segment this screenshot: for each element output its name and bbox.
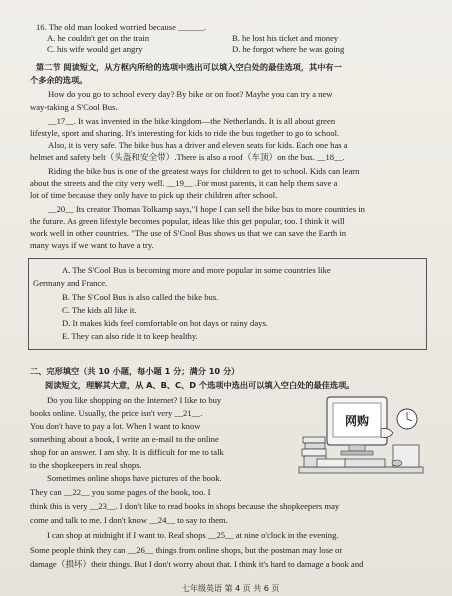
passage-line: How do you go to school every day? By bike or on foot? Maybe you can try a new [48, 89, 333, 99]
cloze-line: They can __22__ you some pages of the book, too. I [30, 487, 211, 497]
cloze-line: damage（损坏）their things. But I don't worry about that. I think it's hard to damage a book and [30, 559, 364, 569]
passage-line: many ways if we want to have a try. [30, 240, 154, 250]
q16-option-b: B. he lost his ticket and money [232, 33, 339, 43]
passage-line: the future. As green lifestyle becomes popular, ideas like this get popular, too. I think it will [30, 216, 345, 226]
q16-option-d: D. he forgot where he was going [232, 44, 345, 54]
q16-option-c: C. his wife would get angry [47, 44, 143, 54]
cloze-line: come and talk to me. I don't know __24__ to say to them. [30, 515, 228, 525]
passage-line: Also, it is very safe. The bike bus has a driver and eleven seats for kids. Each one has a [48, 140, 348, 150]
section2-heading-line1: 第二节 阅读短文，从方框内所给的选项中选出可以填入空白处的最佳选项，其中有一 [36, 62, 342, 72]
page-footer: 七年级英语 第 4 页 共 6 页 [182, 584, 280, 593]
cloze-line: shop for an answer. I am shy. It is difficult for me to talk [30, 447, 224, 457]
cloze-line: something about a book, I write an e-mail to the online [30, 434, 219, 444]
option-a: A. The S'Cool Bus is becoming more and more popular in some countries like [62, 265, 331, 275]
passage-line: helmet and safety belt（头盔和安全带）.There is also a roof（车顶）on the bus. __18__. [30, 152, 345, 162]
passage-line: work well in other countries. "The use of S'Cool Bus shows us that we can save the Earth in [30, 228, 347, 238]
cloze-line: books online. Usually, the price isn't very __21__. [30, 408, 203, 418]
option-e: E. They can also ride it to keep healthy. [62, 331, 198, 341]
cloze-line: to the shopkeepers in real shops. [30, 460, 142, 470]
passage-line: Riding the bike bus is one of the greatest ways for children to get to school. Kids can learn [48, 166, 360, 176]
cloze-line: Some people think they can __26__ things from online shops, but the postman may lose or [30, 545, 343, 555]
cloze-heading: 二、完形填空（共 10 小题，每小题 1 分；满分 10 分） [30, 366, 240, 376]
cloze-line: Sometimes online shops have pictures of the book. [47, 473, 222, 483]
passage-line: lot of time because they only have to pick up their children after school. [30, 190, 278, 200]
cloze-line: think this is very __23__. I don't like to read books in shops because the shopkeepers may [30, 501, 340, 511]
passage-line: __20__ Its creator Thomas Tolkamp says,"I hope I can sell the bike bus to more countries in [48, 204, 365, 214]
cloze-instruction: 阅读短文，理解其大意，从 A、B、C、D 个选项中选出可以填入空白处的最佳选项。 [45, 380, 355, 390]
screen-caption: 网购 [344, 414, 370, 428]
passage-line: way-taking a S'Cool Bus. [30, 102, 118, 112]
online-shopping-illustration [297, 389, 425, 481]
section2-heading-line2: 个多余的选项。 [30, 75, 88, 85]
cloze-line: I can shop at midnight if I want to. Real shops __25__ at nine o'clock in the evening. [47, 530, 339, 540]
q16-option-a: A. he couldn't get on the train [47, 33, 150, 43]
options-box [28, 258, 427, 350]
passage-line: about the streets and the city very well. __19__ .For most parents, it can help them save a [30, 178, 338, 188]
cloze-line: Do you like shopping on the Internet? I like to buy [47, 395, 222, 405]
passage-line: __17__. It was invented in the bike kingdom—the Netherlands. It is all about green [48, 116, 336, 126]
option-a-cont: Germany and France. [33, 278, 108, 288]
option-d: D. It makes kids feel comfortable on hot days or rainy days. [62, 318, 268, 328]
passage-line: lifestyle, sport and sharing. It's interesting for kids to ride the bus together to go to school. [30, 128, 340, 138]
cloze-line: You don't have to pay a lot. When I want to know [30, 421, 201, 431]
option-b: B. The S'Cool Bus is also called the bike bus. [62, 292, 219, 302]
q16-stem: 16. The old man looked worried because ______. [36, 22, 207, 32]
option-c: C. The kids all like it. [62, 305, 137, 315]
